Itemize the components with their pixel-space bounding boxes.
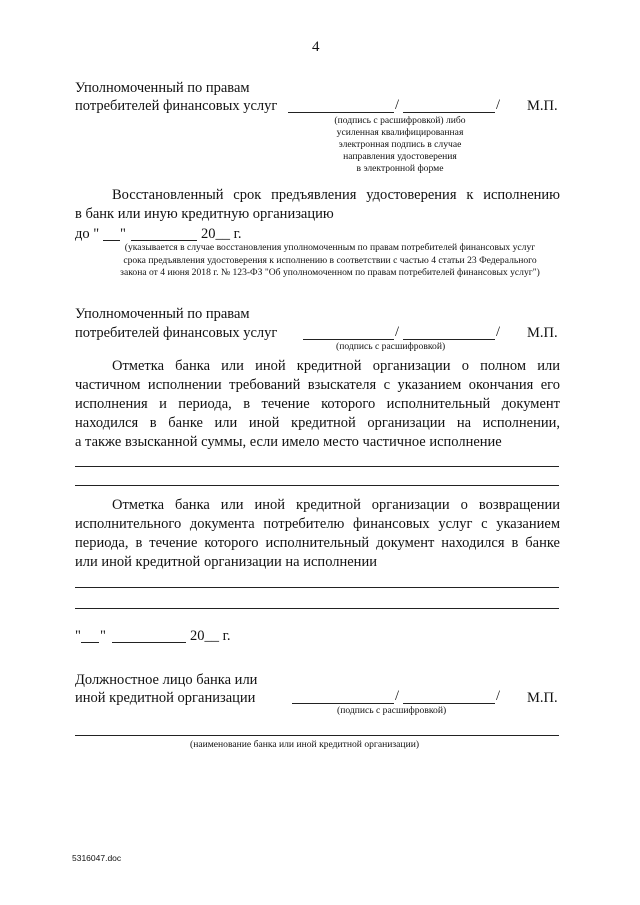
- note-line: закона от 4 июня 2018 г. № 123-ФЗ "Об уполномоченном по правам потребителей финансовых услуг"): [120, 267, 540, 278]
- blank-line: [75, 608, 559, 609]
- blank-line: [75, 485, 559, 486]
- signature-caption: [300, 115, 500, 175]
- mark-full-execution-line: находился в банке или иной кредитной организации на исполнении,: [75, 415, 560, 431]
- signature-separator: /: [496, 97, 501, 113]
- signature-caption: (подпись с расшифровкой): [337, 705, 447, 716]
- mark-full-execution-line: исполнения и периода, в течение которого исполнительный документ: [75, 396, 560, 412]
- restored-period-line2: в банк или иную кредитную организацию: [75, 206, 334, 222]
- signature-separator: /: [496, 688, 501, 704]
- caption-line: усиленная квалифицированная: [336, 127, 464, 138]
- mark-full-execution-line: Отметка банка или иной кредитной организации о полном или: [112, 358, 560, 374]
- mark-full-execution-line: частичном исполнении требований взыскателя с указанием окончания его: [75, 377, 560, 393]
- stamp-place: М.П.: [527, 325, 558, 341]
- org-name-caption: (наименование банка или иной кредитной организации): [190, 739, 420, 750]
- restored-period-line1: Восстановленный срок предъявления удостоверения к исполнению: [112, 187, 560, 203]
- quote-mark: ": [120, 226, 126, 242]
- stamp-place: М.П.: [527, 690, 558, 706]
- blank-line: [75, 466, 559, 467]
- signature-separator: /: [395, 97, 400, 113]
- signature-separator: /: [395, 688, 400, 704]
- org-name-line: [75, 735, 559, 736]
- blank-line: [75, 587, 559, 588]
- note-line: (указывается в случае восстановления уполномоченным по правам потребителей финансовых услуг: [124, 242, 536, 253]
- quote-mark: ": [100, 628, 106, 644]
- stamp-place: М.П.: [527, 98, 558, 114]
- commissioner-label-line2: потребителей финансовых услуг: [75, 98, 278, 114]
- signature-separator: /: [395, 324, 400, 340]
- signature-caption: (подпись с расшифровкой): [336, 341, 446, 352]
- caption-line: электронная подпись в случае: [338, 139, 462, 150]
- date-prefix: до ": [75, 226, 100, 242]
- caption-line: в электронной форме: [356, 163, 444, 174]
- mark-full-execution-line: а также взысканной суммы, если имело место частичное исполнение: [75, 434, 502, 450]
- commissioner-label-line1: Уполномоченный по правам: [75, 80, 250, 96]
- file-name: 5316047.doc: [72, 853, 122, 863]
- mark-return-line: исполнительного документа потребителю финансовых услуг с указанием: [75, 516, 560, 532]
- caption-line: (подпись с расшифровкой) либо: [334, 115, 466, 126]
- quote-mark: ": [75, 628, 81, 644]
- day-line: [81, 642, 99, 643]
- name-line: [403, 703, 495, 704]
- mark-return-line: Отметка банка или иной кредитной организации о возвращении: [112, 497, 560, 513]
- caption-line: направления удостоверения: [343, 151, 457, 162]
- signature-line: [292, 703, 394, 704]
- official-label-line2: иной кредитной организации: [75, 690, 256, 706]
- month-line: [131, 240, 197, 241]
- year-field: 20__ г.: [201, 226, 242, 242]
- official-label-line1: Должностное лицо банка или: [75, 672, 258, 688]
- restored-note: [88, 242, 572, 280]
- month-line: [112, 642, 186, 643]
- mark-return-line: периода, в течение которого исполнительный документ находился в банке: [75, 535, 560, 551]
- mark-return-line: или иной кредитной организации на исполнении: [75, 554, 377, 570]
- year-field: 20__ г.: [190, 628, 231, 644]
- name-line: [403, 339, 495, 340]
- commissioner-label-line2: потребителей финансовых услуг: [75, 325, 278, 341]
- page-number: 4: [312, 39, 320, 55]
- signature-separator: /: [496, 324, 501, 340]
- signature-line: [288, 112, 394, 113]
- note-line: срока предъявления удостоверения к исполнению в соответствии с частью 4 статьи 23 Федерального: [123, 254, 537, 266]
- commissioner-label-line1: Уполномоченный по правам: [75, 306, 250, 322]
- day-line: [103, 240, 120, 241]
- signature-line: [303, 339, 394, 340]
- name-line: [403, 112, 495, 113]
